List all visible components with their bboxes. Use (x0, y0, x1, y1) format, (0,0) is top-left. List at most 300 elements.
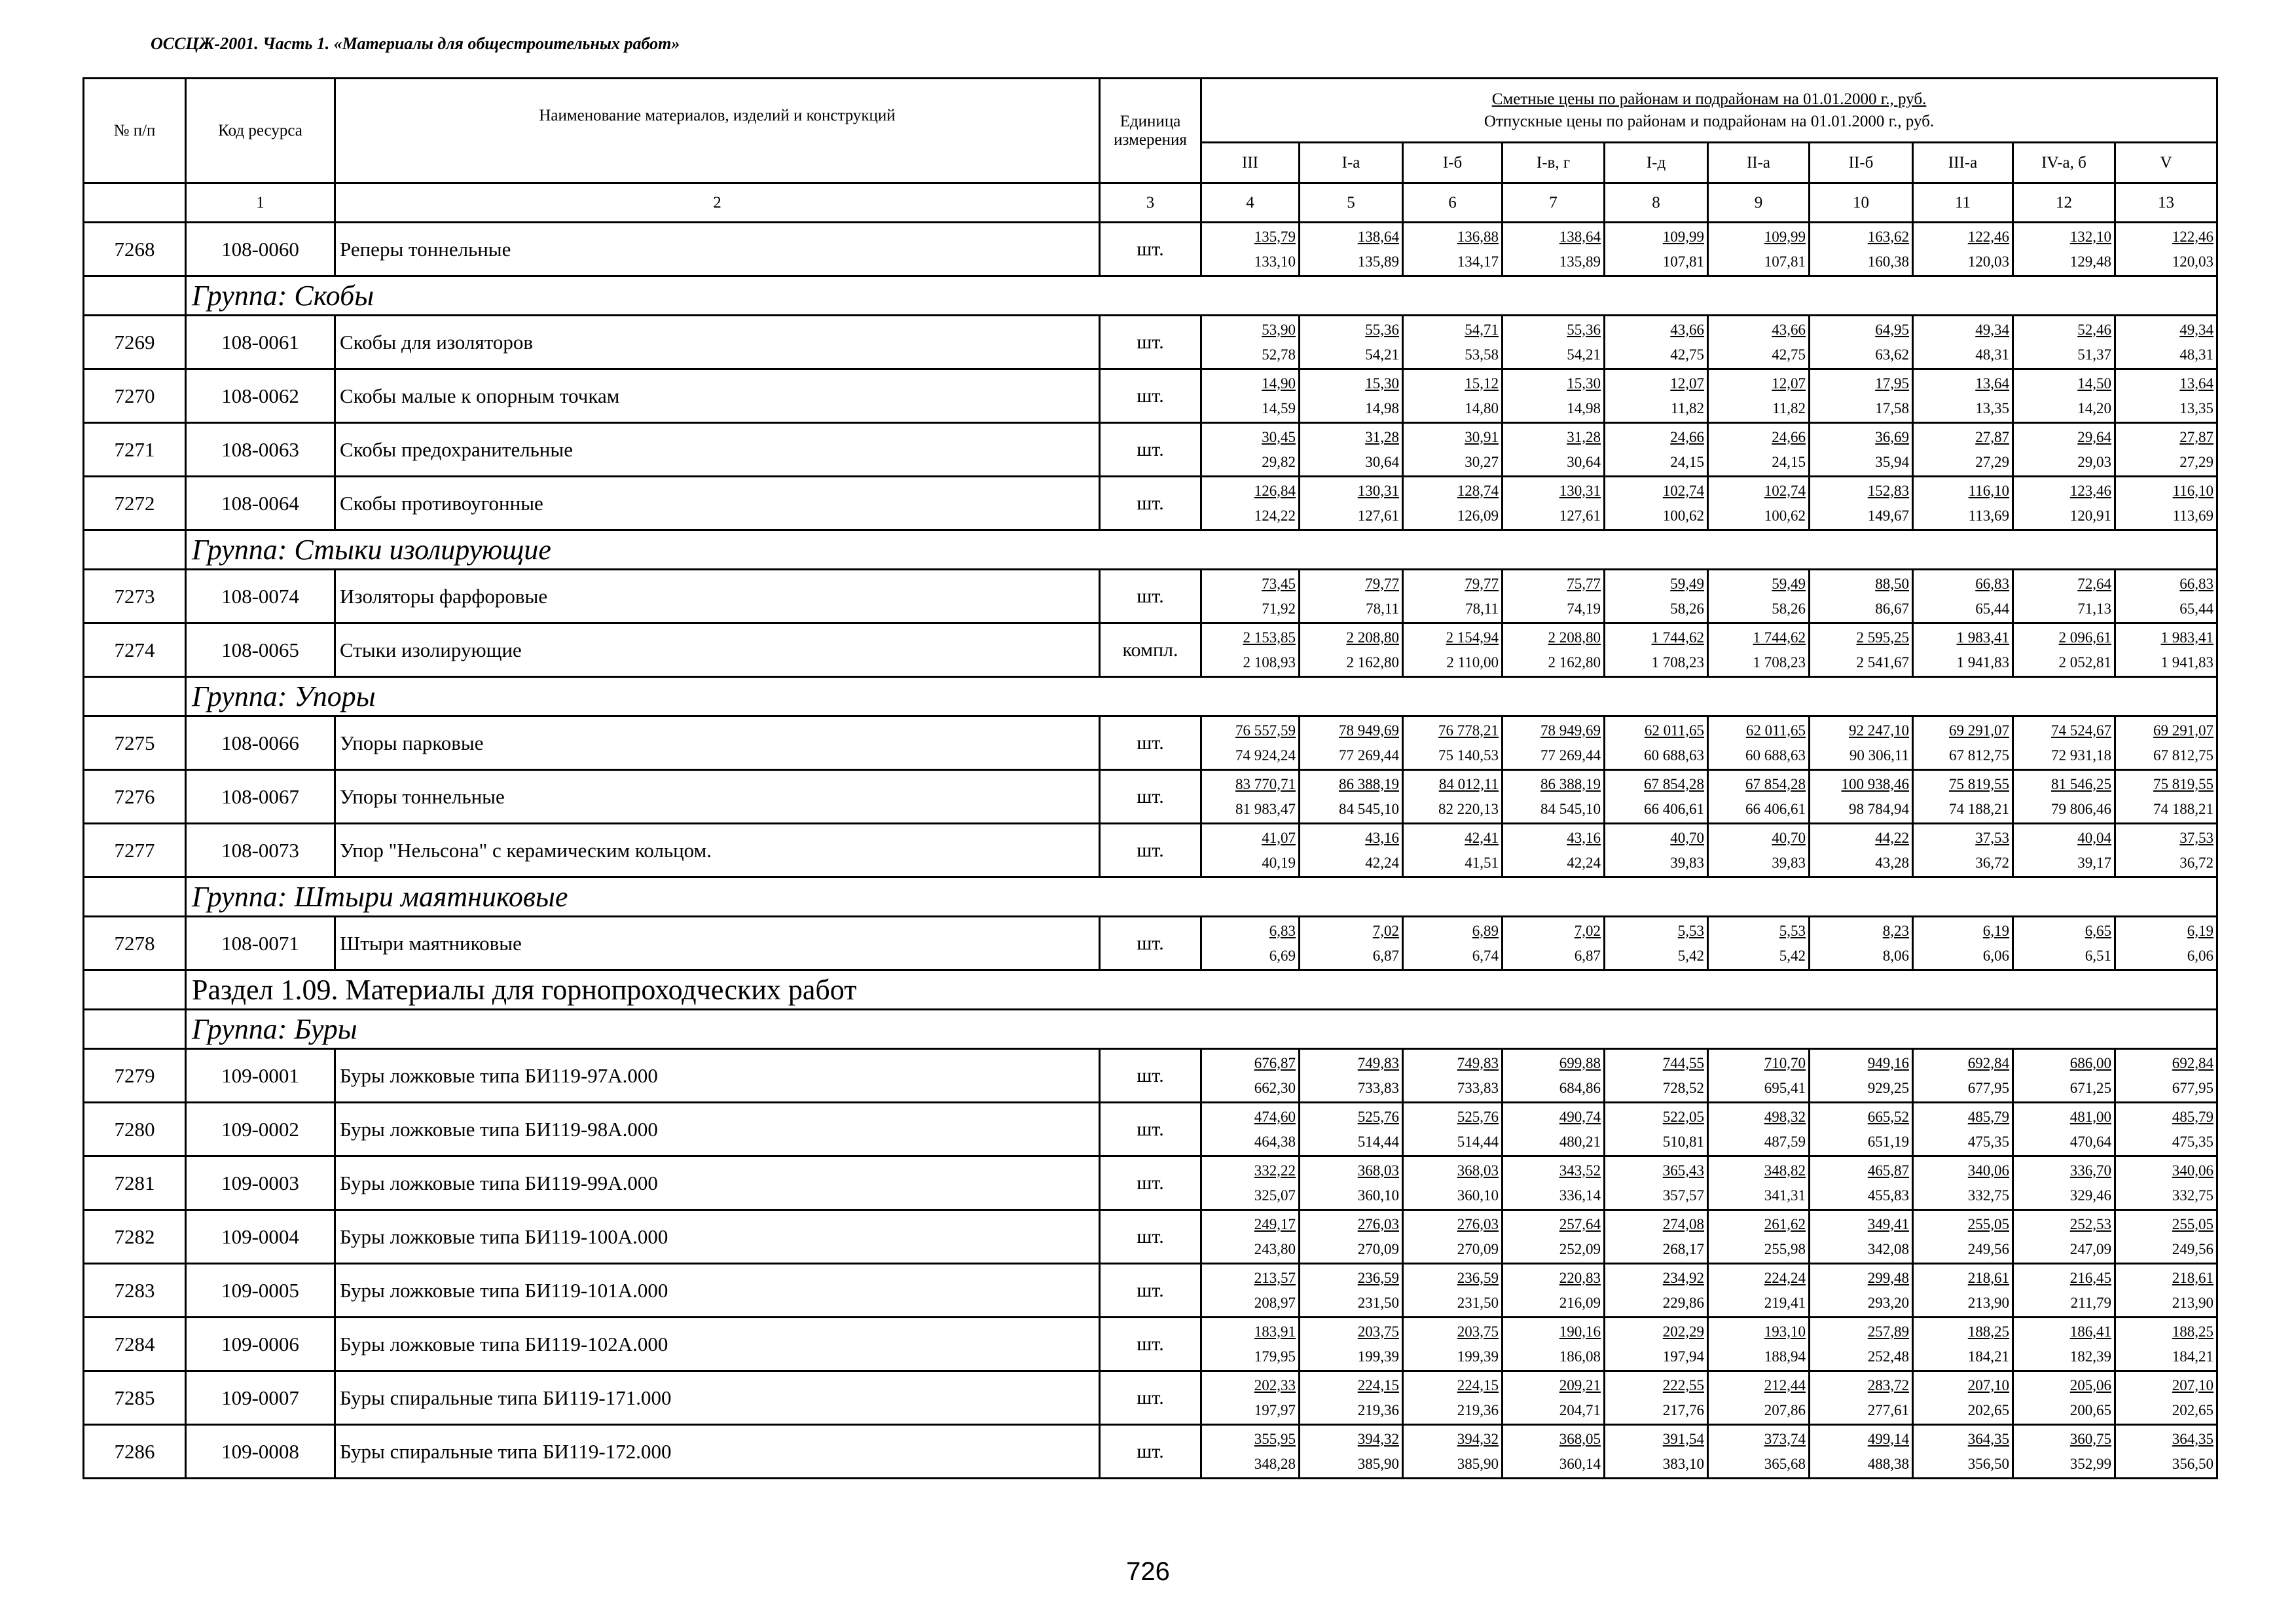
group-blank-cell (84, 970, 186, 1010)
price-cell (1810, 623, 1913, 677)
estimate-price: 27,87 (1975, 428, 2009, 445)
estimate-price: 67 854,28 (1644, 775, 1704, 792)
resource-code: 109-0004 (186, 1210, 335, 1264)
price-cell (1403, 917, 1503, 970)
estimate-price: 37,53 (2179, 829, 2214, 846)
release-price: 81 983,47 (1235, 800, 1296, 817)
release-price: 42,75 (1772, 346, 1806, 363)
section-row (84, 970, 2217, 1010)
release-price: 332,75 (2172, 1187, 2214, 1204)
estimate-price: 79,77 (1465, 575, 1499, 592)
price-cell (1300, 770, 1403, 824)
price-cell (1300, 824, 1403, 877)
price-cell (1810, 917, 1913, 970)
estimate-price: 5,53 (1677, 922, 1704, 939)
price-cell (1708, 917, 1810, 970)
table-row (84, 570, 2217, 623)
estimate-price: 43,16 (1365, 829, 1399, 846)
release-price: 54,21 (1567, 346, 1601, 363)
release-price: 2 110,00 (1446, 654, 1499, 671)
release-price: 360,10 (1357, 1187, 1399, 1204)
price-cell (1708, 770, 1810, 824)
release-price: 14,98 (1567, 399, 1601, 416)
release-price: 86,67 (1875, 600, 1909, 617)
release-price: 14,98 (1365, 399, 1399, 416)
release-price: 71,92 (1262, 600, 1296, 617)
estimate-price: 54,71 (1465, 321, 1499, 338)
price-cell (1810, 1264, 1913, 1318)
estimate-price: 188,25 (2172, 1323, 2214, 1340)
estimate-price: 193,10 (1764, 1323, 1806, 1340)
release-price: 216,09 (1559, 1294, 1601, 1311)
release-price: 229,86 (1662, 1294, 1704, 1311)
estimate-price: 368,03 (1357, 1162, 1399, 1179)
price-cell (1201, 716, 1300, 770)
table-row (84, 716, 2217, 770)
estimate-price: 1 983,41 (2160, 629, 2214, 646)
release-price: 249,56 (2172, 1240, 2214, 1257)
estimate-price: 66,83 (2179, 575, 2214, 592)
row-number: 7272 (84, 477, 186, 530)
estimate-price: 64,95 (1875, 321, 1909, 338)
price-cell (1403, 1264, 1503, 1318)
estimate-price: 255,05 (2172, 1215, 2214, 1232)
estimate-price: 53,90 (1262, 321, 1296, 338)
header-price-caption (1201, 79, 2217, 143)
release-price: 149,67 (1867, 507, 1909, 524)
estimate-price: 75,77 (1567, 575, 1601, 592)
estimate-price: 202,33 (1254, 1376, 1296, 1393)
estimate-price: 88,50 (1875, 575, 1909, 592)
price-cell (1708, 369, 1810, 423)
estimate-price: 76 557,59 (1235, 722, 1296, 739)
estimate-price: 135,79 (1254, 228, 1296, 245)
header-region: IV-а, б (2013, 143, 2115, 183)
price-cell (1300, 917, 1403, 970)
release-price: 30,64 (1567, 453, 1601, 470)
unit: шт. (1100, 1210, 1201, 1264)
estimate-price: 27,87 (2179, 428, 2214, 445)
price-cell (1708, 716, 1810, 770)
release-price: 39,83 (1772, 854, 1806, 871)
price-cell (2013, 423, 2115, 477)
header-column-number: 7 (1503, 183, 1605, 223)
price-cell (1913, 1049, 2013, 1103)
header-region: III-а (1913, 143, 2013, 183)
price-cell (1605, 1371, 1708, 1425)
release-price: 186,08 (1559, 1348, 1601, 1365)
release-price: 268,17 (1662, 1240, 1704, 1257)
release-price: 65,44 (1975, 600, 2009, 617)
estimate-price: 116,10 (1968, 482, 2009, 499)
release-price: 219,36 (1457, 1401, 1499, 1418)
release-price: 24,15 (1772, 453, 1806, 470)
release-price: 84 545,10 (1540, 800, 1601, 817)
row-number: 7280 (84, 1103, 186, 1156)
price-cell (1605, 917, 1708, 970)
header-column-number: 8 (1605, 183, 1708, 223)
price-cell (1300, 1210, 1403, 1264)
header-release-prices: Отпускные цены по районам и подрайонам на 01.01.2000 г., руб. (1484, 112, 1935, 130)
price-cell (2115, 770, 2217, 824)
estimate-price: 283,72 (1867, 1376, 1909, 1393)
estimate-price: 525,76 (1457, 1108, 1499, 1125)
price-cell (1605, 1049, 1708, 1103)
release-price: 48,31 (1975, 346, 2009, 363)
release-price: 13,35 (1975, 399, 2009, 416)
price-cell (1503, 1371, 1605, 1425)
release-price: 135,89 (1357, 253, 1399, 270)
price-cell (1913, 1210, 2013, 1264)
unit: компл. (1100, 623, 1201, 677)
release-price: 188,94 (1764, 1348, 1806, 1365)
estimate-price: 49,34 (2179, 321, 2214, 338)
price-cell (1913, 623, 2013, 677)
estimate-price: 40,04 (2077, 829, 2111, 846)
release-price: 255,98 (1764, 1240, 1806, 1257)
release-price: 247,09 (2069, 1240, 2111, 1257)
release-price: 475,35 (1967, 1133, 2009, 1150)
row-number: 7281 (84, 1156, 186, 1210)
unit: шт. (1100, 369, 1201, 423)
price-cell (1605, 824, 1708, 877)
release-price: 74 188,21 (2153, 800, 2214, 817)
header-column-number: 6 (1403, 183, 1503, 223)
resource-code: 109-0008 (186, 1425, 335, 1479)
price-cell (1810, 1156, 1913, 1210)
price-cell (1708, 1318, 1810, 1371)
release-price: 211,79 (2070, 1294, 2111, 1311)
table-row (84, 477, 2217, 530)
price-cell (2115, 1264, 2217, 1318)
price-cell (1403, 1156, 1503, 1210)
estimate-price: 220,83 (1559, 1269, 1601, 1286)
price-cell (2013, 1156, 2115, 1210)
table-row (84, 917, 2217, 970)
release-price: 74,19 (1567, 600, 1601, 617)
estimate-price: 40,70 (1772, 829, 1806, 846)
estimate-price: 126,84 (1254, 482, 1296, 499)
estimate-price: 368,03 (1457, 1162, 1499, 1179)
price-cell (1913, 1103, 2013, 1156)
release-price: 107,81 (1764, 253, 1806, 270)
resource-code: 108-0066 (186, 716, 335, 770)
release-price: 77 269,44 (1339, 747, 1399, 764)
release-price: 100,62 (1662, 507, 1704, 524)
price-cell (2013, 570, 2115, 623)
estimate-price: 42,41 (1465, 829, 1499, 846)
price-cell (1503, 570, 1605, 623)
release-price: 14,20 (2077, 399, 2111, 416)
release-price: 124,22 (1254, 507, 1296, 524)
price-cell (1913, 917, 2013, 970)
estimate-price: 37,53 (1975, 829, 2009, 846)
price-cell (2013, 1264, 2115, 1318)
estimate-price: 2 096,61 (2058, 629, 2111, 646)
price-cell (1403, 623, 1503, 677)
estimate-price: 102,74 (1764, 482, 1806, 499)
price-cell (2115, 917, 2217, 970)
price-cell (1201, 1425, 1300, 1479)
price-cell (2013, 369, 2115, 423)
estimate-price: 2 154,94 (1446, 629, 1499, 646)
price-cell (2013, 917, 2115, 970)
header-column-number: 10 (1810, 183, 1913, 223)
unit: шт. (1100, 917, 1201, 970)
estimate-price: 55,36 (1567, 321, 1601, 338)
price-cell (2115, 716, 2217, 770)
group-blank-cell (84, 677, 186, 716)
estimate-price: 122,46 (1967, 228, 2009, 245)
price-cell (1605, 1210, 1708, 1264)
price-cell (1201, 770, 1300, 824)
price-cell (1403, 1049, 1503, 1103)
price-cell (1913, 423, 2013, 477)
release-price: 27,29 (1975, 453, 2009, 470)
estimate-price: 109,99 (1764, 228, 1806, 245)
estimate-price: 218,61 (2172, 1269, 2214, 1286)
resource-code: 108-0062 (186, 369, 335, 423)
release-price: 231,50 (1357, 1294, 1399, 1311)
material-name: Скобы малые к опорным точкам (335, 369, 1100, 423)
release-price: 134,17 (1457, 253, 1499, 270)
resource-code: 108-0067 (186, 770, 335, 824)
resource-code: 108-0074 (186, 570, 335, 623)
estimate-price: 130,31 (1559, 482, 1601, 499)
release-price: 365,68 (1764, 1455, 1806, 1472)
price-cell (1201, 1049, 1300, 1103)
release-price: 360,14 (1559, 1455, 1601, 1472)
estimate-price: 368,05 (1559, 1430, 1601, 1447)
table-row (84, 423, 2217, 477)
release-price: 107,81 (1662, 253, 1704, 270)
price-cell (1300, 1425, 1403, 1479)
price-cell (2115, 1318, 2217, 1371)
price-cell (1913, 1371, 2013, 1425)
header-column-number: 1 (186, 183, 335, 223)
release-price: 217,76 (1662, 1401, 1704, 1418)
estimate-price: 234,92 (1662, 1269, 1704, 1286)
table-row (84, 316, 2217, 369)
unit: шт. (1100, 423, 1201, 477)
price-cell (2115, 1156, 2217, 1210)
header-column-number: 11 (1913, 183, 2013, 223)
release-price: 342,08 (1867, 1240, 1909, 1257)
release-price: 39,17 (2077, 854, 2111, 871)
estimate-price: 692,84 (2172, 1054, 2214, 1071)
price-cell (1201, 1371, 1300, 1425)
release-price: 6,74 (1472, 947, 1499, 964)
release-price: 52,78 (1262, 346, 1296, 363)
unit: шт. (1100, 1425, 1201, 1479)
table-row (84, 1264, 2217, 1318)
release-price: 360,10 (1457, 1187, 1499, 1204)
price-cell (1300, 223, 1403, 276)
release-price: 30,27 (1465, 453, 1499, 470)
header-column-number: 9 (1708, 183, 1810, 223)
estimate-price: 183,91 (1254, 1323, 1296, 1340)
price-cell (1201, 1264, 1300, 1318)
estimate-price: 749,83 (1357, 1054, 1399, 1071)
release-price: 54,21 (1365, 346, 1399, 363)
estimate-price: 490,74 (1559, 1108, 1601, 1125)
material-name: Изоляторы фарфоровые (335, 570, 1100, 623)
price-cell (1708, 1210, 1810, 1264)
resource-code: 108-0060 (186, 223, 335, 276)
estimate-price: 485,79 (2172, 1108, 2214, 1125)
estimate-price: 224,15 (1457, 1376, 1499, 1393)
estimate-price: 686,00 (2069, 1054, 2111, 1071)
release-price: 455,83 (1867, 1187, 1909, 1204)
estimate-price: 43,66 (1772, 321, 1806, 338)
release-price: 213,90 (1967, 1294, 2009, 1311)
price-cell (1708, 623, 1810, 677)
estimate-price: 92 247,10 (1849, 722, 1909, 739)
release-price: 357,57 (1662, 1187, 1704, 1204)
material-name: Упор "Нельсона" с керамическим кольцом. (335, 824, 1100, 877)
header-material-name: Наименование материалов, изделий и конструкций (335, 79, 1100, 183)
price-cell (1300, 1156, 1403, 1210)
group-row (84, 1010, 2217, 1049)
price-cell (1403, 423, 1503, 477)
material-name: Реперы тоннельные (335, 223, 1100, 276)
document-title: ОССЦЖ-2001. Часть 1. «Материалы для общестроительных работ» (151, 34, 680, 53)
estimate-price: 236,59 (1457, 1269, 1499, 1286)
release-price: 2 541,67 (1856, 654, 1909, 671)
resource-code: 109-0001 (186, 1049, 335, 1103)
row-number: 7284 (84, 1318, 186, 1371)
estimate-price: 485,79 (1967, 1108, 2009, 1125)
release-price: 1 941,83 (2160, 654, 2214, 671)
price-cell (1913, 824, 2013, 877)
estimate-price: 391,54 (1662, 1430, 1704, 1447)
resource-code: 109-0007 (186, 1371, 335, 1425)
row-number: 7278 (84, 917, 186, 970)
release-price: 1 941,83 (1956, 654, 2009, 671)
release-price: 199,39 (1457, 1348, 1499, 1365)
unit: шт. (1100, 824, 1201, 877)
estimate-price: 8,23 (1882, 922, 1909, 939)
header-column-number: 12 (2013, 183, 2115, 223)
release-price: 277,61 (1867, 1401, 1909, 1418)
release-price: 5,42 (1677, 947, 1704, 964)
resource-code: 109-0003 (186, 1156, 335, 1210)
price-cell (2013, 1049, 2115, 1103)
estimate-price: 340,06 (1967, 1162, 2009, 1179)
price-cell (2115, 369, 2217, 423)
estimate-price: 128,74 (1457, 482, 1499, 499)
price-cell (1913, 369, 2013, 423)
price-cell (1810, 770, 1913, 824)
material-name: Буры ложковые типа БИ119-98А.000 (335, 1103, 1100, 1156)
price-cell (2115, 1371, 2217, 1425)
estimate-price: 744,55 (1662, 1054, 1704, 1071)
price-cell (1913, 770, 2013, 824)
release-price: 35,94 (1875, 453, 1909, 470)
estimate-price: 6,83 (1269, 922, 1296, 939)
price-cell (1708, 570, 1810, 623)
price-cell (1403, 716, 1503, 770)
material-name: Буры ложковые типа БИ119-101А.000 (335, 1264, 1100, 1318)
header-column-number-blank (84, 183, 186, 223)
estimate-price: 15,30 (1365, 375, 1399, 392)
table-row (84, 369, 2217, 423)
header-region: III (1201, 143, 1300, 183)
release-price: 5,42 (1779, 947, 1806, 964)
release-price: 252,48 (1867, 1348, 1909, 1365)
price-cell (1201, 570, 1300, 623)
row-number: 7282 (84, 1210, 186, 1264)
estimate-price: 5,53 (1779, 922, 1806, 939)
price-cell (1201, 423, 1300, 477)
header-resource-code: Код ресурса (186, 79, 335, 183)
estimate-price: 41,07 (1262, 829, 1296, 846)
estimate-price: 24,66 (1670, 428, 1704, 445)
price-cell (1201, 623, 1300, 677)
estimate-price: 1 744,62 (1651, 629, 1704, 646)
release-price: 243,80 (1254, 1240, 1296, 1257)
release-price: 42,24 (1567, 854, 1601, 871)
estimate-price: 203,75 (1457, 1323, 1499, 1340)
estimate-price: 62 011,65 (1644, 722, 1704, 739)
estimate-price: 394,32 (1457, 1430, 1499, 1447)
release-price: 219,36 (1357, 1401, 1399, 1418)
release-price: 2 162,80 (1346, 654, 1399, 671)
price-cell (1403, 1371, 1503, 1425)
unit: шт. (1100, 1371, 1201, 1425)
release-price: 30,64 (1365, 453, 1399, 470)
estimate-price: 122,46 (2172, 228, 2214, 245)
material-name: Буры спиральные типа БИ119-172.000 (335, 1425, 1100, 1479)
release-price: 219,41 (1764, 1294, 1806, 1311)
material-name: Буры спиральные типа БИ119-171.000 (335, 1371, 1100, 1425)
estimate-price: 109,99 (1662, 228, 1704, 245)
header-unit: Единица измерения (1100, 79, 1201, 183)
estimate-price: 12,07 (1772, 375, 1806, 392)
release-price: 98 784,94 (1849, 800, 1909, 817)
estimate-price: 67 854,28 (1745, 775, 1806, 792)
material-name: Буры ложковые типа БИ119-102А.000 (335, 1318, 1100, 1371)
row-number: 7286 (84, 1425, 186, 1479)
table-row (84, 1049, 2217, 1103)
price-cell (1605, 716, 1708, 770)
price-cell (1201, 369, 1300, 423)
estimate-price: 81 546,25 (2051, 775, 2111, 792)
estimate-price: 84 012,11 (1438, 775, 1499, 792)
estimate-price: 43,16 (1567, 829, 1601, 846)
release-price: 27,29 (2179, 453, 2214, 470)
estimate-price: 7,02 (1574, 922, 1601, 939)
header-region: I-б (1403, 143, 1503, 183)
resource-code: 108-0064 (186, 477, 335, 530)
release-price: 677,95 (1967, 1079, 2009, 1096)
estimate-price: 202,29 (1662, 1323, 1704, 1340)
release-price: 13,35 (2179, 399, 2214, 416)
estimate-price: 100 938,46 (1841, 775, 1909, 792)
resource-code: 108-0071 (186, 917, 335, 970)
price-cell (1810, 1425, 1913, 1479)
price-cell (1605, 423, 1708, 477)
estimate-price: 186,41 (2069, 1323, 2111, 1340)
price-cell (2115, 477, 2217, 530)
price-cell (1913, 1318, 2013, 1371)
estimate-price: 394,32 (1357, 1430, 1399, 1447)
release-price: 160,38 (1867, 253, 1909, 270)
price-cell (2013, 770, 2115, 824)
release-price: 29,03 (2077, 453, 2111, 470)
estimate-price: 224,15 (1357, 1376, 1399, 1393)
resource-code: 109-0005 (186, 1264, 335, 1318)
